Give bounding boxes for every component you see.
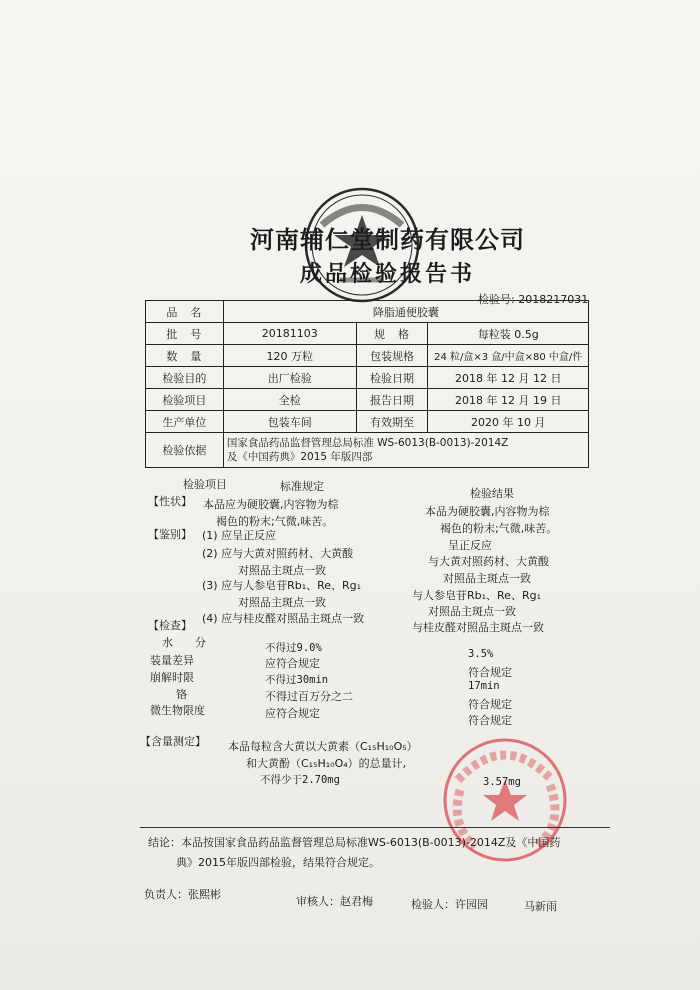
table-row [146,345,589,367]
ident-4-std: (4) 应与桂皮醛对照品主斑点一致 [202,612,365,625]
inspector-signature: 检验人：许园园 [411,898,488,911]
weight-std: 应符合规定 [265,657,320,670]
water-label: 水 分 [162,636,206,649]
weight-res: 符合规定 [468,666,512,679]
microbe-res: 符合规定 [468,714,512,727]
table-row [146,323,589,345]
character-res-1: 本品为硬胶囊,内容物为棕 [425,505,550,518]
info-table [145,300,589,468]
quantity-value: 120 万粒 [223,345,356,367]
ident-2-std-2: 对照品主斑点一致 [238,564,326,577]
disint-res: 17min [468,680,500,692]
reviewer-signature: 审核人：赵君梅 [296,895,373,908]
inspect-date-label: 检验日期 [356,367,428,389]
product-name-value: 降脂通便胶囊 [223,301,588,323]
character-label: 【性状】 [148,495,192,508]
report-date-label: 报告日期 [356,389,428,411]
item-label: 检验项目 [146,389,224,411]
spec-value: 每粒装 0.5g [428,323,589,345]
quantity-label: 数 量 [146,345,224,367]
table-row [146,411,589,433]
chrom-res: 符合规定 [468,698,512,711]
water-res: 3.5% [468,648,494,660]
ident-3-std-2: 对照品主斑点一致 [238,596,326,609]
ident-label: 【鉴别】 [148,528,192,541]
report-number-label: 检验号: [478,293,515,306]
table-row [146,433,589,468]
document-title: 成品检验报告书 [300,261,476,287]
unit-label: 生产单位 [146,411,224,433]
package-value: 24 粒/盒×3 盒/中盒×80 中盒/件 [428,345,589,367]
microbe-label: 微生物限度 [150,704,205,717]
ident-3-res-1: 与人参皂苷Rb₁、Re、Rg₁ [412,589,541,602]
chrom-std: 不得过百万分之二 [265,690,353,703]
package-label: 包装规格 [356,345,428,367]
assay-std-1: 本品每粒含大黄以大黄素（C₁₅H₁₀O₅） [228,740,418,753]
ident-1-std: (1) 应呈正反应 [202,529,277,542]
ident-2-res-2: 对照品主斑点一致 [443,572,531,585]
product-name-label: 品 名 [146,301,224,323]
col-item-header: 检验项目 [183,478,227,491]
batch-value: 20181103 [223,323,356,345]
conclusion-line-1: 结论：本品按国家食品药品监督管理总局标准WS-6013(B-0013)-2014Z及《中国药 [148,836,561,849]
conclusion-line-2: 典》2015年版四部检验，结果符合规定。 [176,856,380,869]
inspect-date-value: 2018 年 12 月 12 日 [428,367,589,389]
disint-label: 崩解时限 [150,671,194,684]
spec-label: 规 格 [356,323,428,345]
table-row [146,367,589,389]
disint-std: 不得过30min [265,674,329,686]
basis-line-1: 国家食品药品监督管理总局标准 WS-6013(B-0013)-2014Z [226,437,509,449]
ident-4-res: 与桂皮醛对照品主斑点一致 [412,621,544,634]
unit-value: 包装车间 [223,411,356,433]
responsible-signature: 负责人：张熙彬 [144,888,221,901]
assay-std-2: 和大黄酚（C₁₅H₁₀O₄）的总量计, [246,757,407,770]
divider [140,827,610,828]
basis-label: 检验依据 [146,433,224,468]
item-value: 全检 [223,389,356,411]
ident-2-res-1: 与大黄对照药材、大黄酸 [428,555,549,568]
col-result-header: 检验结果 [470,487,514,500]
basis-value [223,433,588,468]
company-name: 河南辅仁堂制药有限公司 [250,225,525,254]
water-std: 不得过9.0% [265,642,322,654]
assay-res: 3.57mg [483,776,521,788]
character-res-2: 褐色的粉末;气微,味苦。 [440,522,558,535]
expiry-label: 有效期至 [356,411,428,433]
basis-line-2: 及《中国药典》2015 年版四部 [226,451,373,463]
ident-1-res: 呈正反应 [448,539,492,552]
microbe-std: 应符合规定 [265,707,320,720]
table-row [146,301,589,323]
chrom-label: 铬 [176,688,187,701]
ident-2-std-1: (2) 应与大黄对照药材、大黄酸 [202,547,354,560]
batch-label: 批 号 [146,323,224,345]
table-row [146,389,589,411]
assay-std-3: 不得少于2.70mg [260,774,340,786]
character-std-2: 褐色的粉末;气微,味苦。 [216,515,334,528]
weight-label: 装量差异 [150,654,194,667]
purpose-value: 出厂检验 [223,367,356,389]
col-standard-header: 标准规定 [280,480,324,493]
character-std-1: 本品应为硬胶囊,内容物为棕 [203,498,339,511]
ident-3-std-1: (3) 应与人参皂苷Rb₁、Re、Rg₁ [202,579,362,592]
ident-3-res-2: 对照品主斑点一致 [428,605,516,618]
assay-label: 【含量测定】 [140,735,206,748]
expiry-value: 2020 年 10 月 [428,411,589,433]
purpose-label: 检验目的 [146,367,224,389]
report-date-value: 2018 年 12 月 19 日 [428,389,589,411]
check-label: 【检查】 [148,619,192,632]
inspector2-signature: 马新雨 [524,900,557,913]
report-number-value: 2018217031 [518,293,589,306]
